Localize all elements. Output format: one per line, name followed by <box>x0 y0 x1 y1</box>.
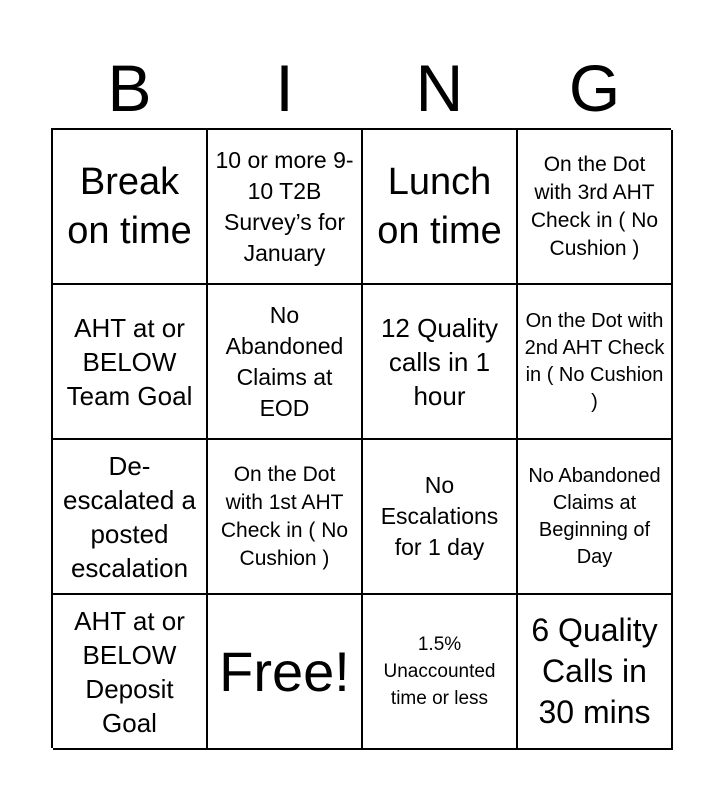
cell-text: AHT at or BELOW Deposit Goal <box>74 605 185 738</box>
bingo-cell[interactable] <box>53 285 208 440</box>
bingo-cell[interactable] <box>53 595 208 750</box>
cell-text: No Abandoned Claims at Beginning of Day <box>528 464 661 568</box>
bingo-cell[interactable] <box>363 440 518 595</box>
bingo-cell[interactable] <box>208 130 363 285</box>
bingo-cell[interactable] <box>518 440 673 595</box>
cell-text: Lunch on time <box>377 160 502 252</box>
bingo-board <box>51 128 671 748</box>
cell-text: AHT at or BELOW Team Goal <box>66 312 193 411</box>
bingo-cell[interactable] <box>518 130 673 285</box>
bingo-cell[interactable] <box>208 440 363 595</box>
bingo-cell[interactable] <box>518 595 673 750</box>
header-letter-n: N <box>415 51 464 125</box>
cell-text: No Escalations for 1 day <box>380 472 499 560</box>
bingo-cell[interactable] <box>518 285 673 440</box>
bingo-header <box>52 48 672 128</box>
bingo-cell[interactable] <box>208 285 363 440</box>
cell-text: On the Dot with 3rd AHT Check in ( No Cushion ) <box>530 152 659 260</box>
cell-text: 12 Quality calls in 1 hour <box>380 312 499 411</box>
header-letter-i: I <box>275 51 294 125</box>
free-cell[interactable] <box>208 595 363 750</box>
bingo-cell[interactable] <box>363 285 518 440</box>
cell-text: On the Dot with 2nd AHT Check in ( No Cushion ) <box>524 309 665 413</box>
header-letter-g: G <box>568 51 621 125</box>
cell-text: 6 Quality Calls in 30 mins <box>531 612 658 730</box>
header-letter-b: B <box>107 51 152 125</box>
cell-text: On the Dot with 1st AHT Check in ( No Cushion ) <box>220 462 349 570</box>
bingo-cell[interactable] <box>53 440 208 595</box>
bingo-cell[interactable] <box>363 595 518 750</box>
cell-text: 10 or more 9-10 T2B Survey’s for January <box>215 146 354 266</box>
cell-text: Break on time <box>67 160 192 252</box>
cell-text: Free! <box>219 639 350 703</box>
cell-text: No Abandoned Claims at EOD <box>225 301 344 421</box>
cell-text: De-escalated a posted escalation <box>63 450 196 583</box>
bingo-cell[interactable] <box>53 130 208 285</box>
cell-text: 1.5% Unaccounted time or less <box>383 634 496 709</box>
bingo-cell[interactable] <box>363 130 518 285</box>
